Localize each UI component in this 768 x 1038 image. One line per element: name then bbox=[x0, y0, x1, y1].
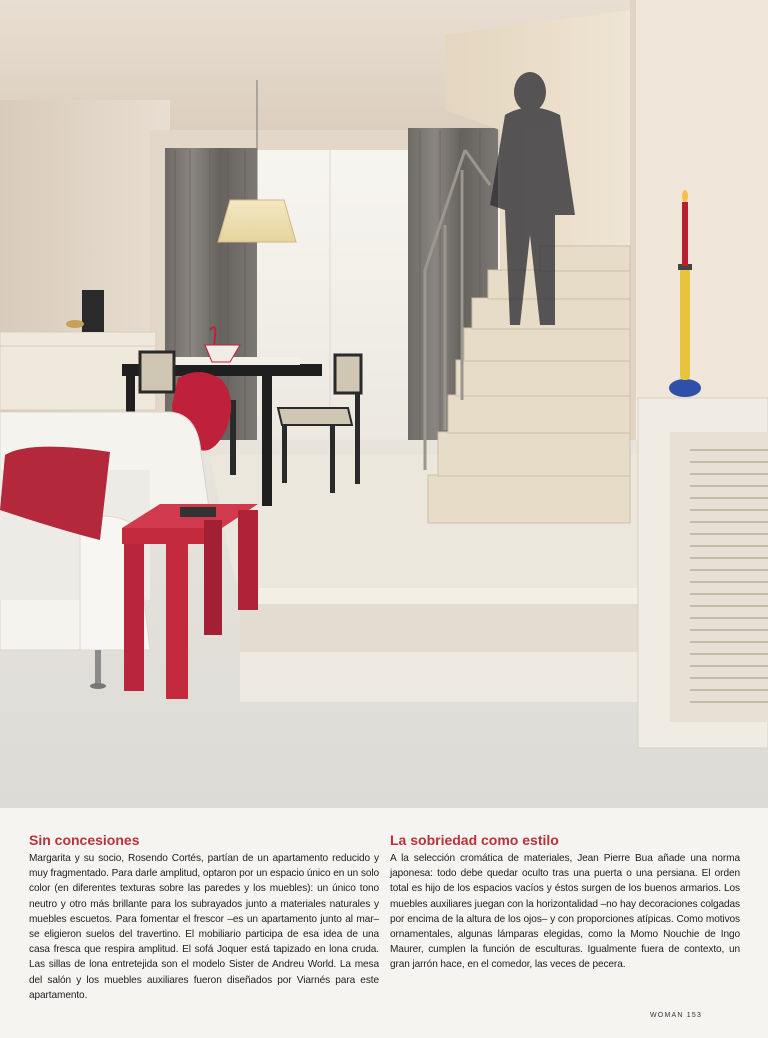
page-folio: WOMAN 153 bbox=[650, 1012, 703, 1019]
section-body: Margarita y su socio, Rosendo Cortés, partían de un apartamento reducido y muy fragmentado. Para darle amplitud, optaron por un espacio único en un solo color (en diferentes texturas sobre las paredes y los muebles): un único tono neutro y otro más brillante para los subrayados junto a materiales naturales y muebles escuetos. Para fomentar el frescor –es un apartamento junto al mar– se eligieron suelos del travertino. El mobiliario participa de esa idea de una casa fresca que respira amplitud. El sofá Joquer está tapizado en lona cruda. Las sillas de lona entretejida son el modelo Sister de Andreu World. La mesa del salón y los muebles auxiliares fueron diseñados por Viarnés para este apartamento. bbox=[29, 853, 379, 1001]
article-column-left bbox=[29, 832, 379, 1003]
section-heading: Sin concesiones bbox=[29, 832, 140, 848]
article-text bbox=[0, 808, 768, 1038]
section-heading: La sobriedad como estilo bbox=[390, 832, 559, 848]
article-column-right bbox=[390, 832, 740, 973]
section-body: A la selección cromática de materiales, Jean Pierre Bua añade una norma japonesa: todo debe quedar oculto tras una puerta o una persiana. El orden total es hijo de los espacios vacíos y éstos surgen de los buenos armarios. Los muebles auxiliares juegan con la horizontalidad –no hay decoraciones colgadas por encima de la altura de los ojos– y con proporciones atípicas. Como motivos ornamentales, algunas lámparas elegidas, como la Momo Nouchie de Ingo Maurer, cumplen la función de esculturas. Igualmente fuera de contexto, un gran jarrón hace, en el comedor, las veces de pecera. bbox=[390, 853, 740, 971]
